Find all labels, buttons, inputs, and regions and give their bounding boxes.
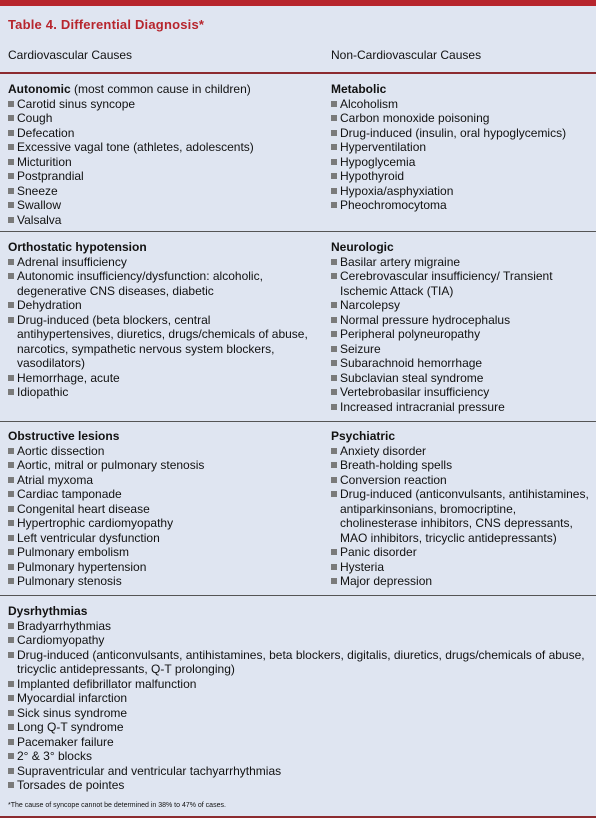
square-bullet-icon [331,549,337,555]
section-title: Obstructive lesions [8,429,120,443]
list-item-text: Idiopathic [17,385,69,399]
list-item [8,111,308,126]
square-bullet-icon [8,652,14,658]
square-bullet-icon [331,101,337,107]
list-item [331,126,591,141]
square-bullet-icon [8,506,14,512]
list-item [331,574,591,589]
square-bullet-icon [331,404,337,410]
section-title: Metabolic [331,82,387,96]
square-bullet-icon [8,317,14,323]
list-item [8,458,308,473]
list-item-text: Hypertrophic cardiomyopathy [17,516,174,530]
square-bullet-icon [331,375,337,381]
square-bullet-icon [8,375,14,381]
list-item-text: Dehydration [17,298,82,312]
section-title: Dysrhythmias [8,604,88,618]
list-item [331,155,591,170]
square-bullet-icon [331,115,337,121]
list-item-text: Aortic dissection [17,443,105,458]
list-item [8,720,588,735]
square-bullet-icon [8,549,14,555]
list-item [8,502,308,517]
square-bullet-icon [8,115,14,121]
list-item [8,516,308,531]
list-item [8,385,308,400]
list-item [331,487,591,545]
list-item [331,385,591,400]
list-item-text: Swallow [17,198,62,212]
list-item-text: Torsades de pointes [17,778,125,792]
item-list [8,255,308,400]
list-item-text: Hemorrhage, acute [17,370,120,385]
square-bullet-icon [331,188,337,194]
list-item [331,298,591,313]
square-bullet-icon [8,491,14,497]
list-item [331,356,591,371]
list-item-text: Cough [17,111,53,125]
square-bullet-icon [8,448,14,454]
list-item-text: Pulmonary stenosis [17,574,122,588]
square-bullet-icon [8,768,14,774]
square-bullet-icon [331,159,337,165]
column-header-cardiovascular: Cardiovascular Causes [8,48,133,62]
list-item [8,677,588,692]
row-divider [0,595,596,596]
square-bullet-icon [8,477,14,483]
square-bullet-icon [8,782,14,788]
list-item-text: Hysteria [340,559,385,574]
list-item [8,269,308,298]
list-item-text: Hypothyroid [340,169,405,183]
list-item-text: Carotid sinus syncope [17,96,136,111]
square-bullet-icon [331,317,337,323]
square-bullet-icon [331,564,337,570]
list-item [8,198,308,213]
list-item-text: Alcoholism [340,96,399,111]
list-item-text: Micturition [17,154,72,169]
square-bullet-icon [331,144,337,150]
list-item-text: Sick sinus syndrome [17,705,128,720]
list-item-text: Cardiomyopathy [17,633,105,647]
list-item-text: Aortic, mitral or pulmonary stenosis [17,458,205,472]
list-item-text: Peripheral polyneuropathy [340,327,481,341]
list-item-text: Increased intracranial pressure [340,399,505,414]
square-bullet-icon [8,724,14,730]
list-item [8,313,308,371]
square-bullet-icon [331,389,337,395]
square-bullet-icon [8,159,14,165]
list-item-text: Adrenal insufficiency [17,254,127,269]
list-item-text: Drug-induced (anticonvulsants, antihistamines, antiparkinsonians, bromocriptine, cholinesterase inhibitors, CNS depressants, MAO inhibitors, tricyclic antidepressants) [340,487,589,545]
list-item-text: Pheochromocytoma [340,198,447,212]
square-bullet-icon [331,331,337,337]
list-item [331,111,591,126]
list-item-text: 2° & 3° blocks [17,749,92,763]
list-item-text: Cerebrovascular insufficiency/ Transient Ischemic Attack (TIA) [340,269,553,298]
list-item [8,140,308,155]
list-item [331,342,591,357]
list-item [8,473,308,488]
square-bullet-icon [8,273,14,279]
list-item-text: Congenital heart disease [17,501,150,516]
square-bullet-icon [8,202,14,208]
list-item-text: Vertebrobasilar insufficiency [340,385,490,399]
list-item-text: Narcolepsy [340,298,401,312]
list-item-text: Postprandial [17,169,84,183]
list-item-text: Conversion reaction [340,472,447,487]
list-item [331,560,591,575]
list-item-text: Subarachnoid hemorrhage [340,356,483,370]
list-item-text: Cardiac tamponade [17,487,122,501]
square-bullet-icon [8,739,14,745]
square-bullet-icon [331,273,337,279]
list-item [331,198,591,213]
square-bullet-icon [8,695,14,701]
list-item [8,706,588,721]
square-bullet-icon [8,259,14,265]
list-item [8,184,308,199]
list-item-text: Breath-holding spells [340,458,453,472]
list-item-text: Defecation [17,125,75,140]
square-bullet-icon [8,535,14,541]
list-item [8,735,588,750]
square-bullet-icon [331,491,337,497]
list-item [8,560,308,575]
square-bullet-icon [8,389,14,395]
list-item-text: Pulmonary embolism [17,545,130,559]
row-divider [0,421,596,422]
list-item-text: Implanted defibrillator malfunction [17,676,197,691]
section-title: Orthostatic hypotension [8,240,147,254]
list-item [8,155,308,170]
section-metabolic [331,82,591,213]
section-orthostatic-hypotension [8,240,308,400]
list-item [331,140,591,155]
list-item-text: Left ventricular dysfunction [17,530,160,545]
list-item [8,648,588,677]
section-neurologic [331,240,591,414]
footnote: *The cause of syncope cannot be determined in 38% to 47% of cases. [8,802,226,809]
list-item [8,545,308,560]
list-item-text: Hyperventilation [340,140,427,154]
row-divider [0,231,596,232]
list-item [8,778,588,793]
list-item-text: Carbon monoxide poisoning [340,111,490,125]
list-item [8,97,308,112]
list-item-text: Long Q-T syndrome [17,720,124,734]
list-item [331,97,591,112]
square-bullet-icon [8,578,14,584]
list-item [331,545,591,560]
square-bullet-icon [8,520,14,526]
square-bullet-icon [8,637,14,643]
list-item-text: Normal pressure hydrocephalus [340,312,511,327]
header-divider [0,72,596,74]
list-item-text: Drug-induced (insulin, oral hypoglycemics) [340,125,567,140]
list-item [8,169,308,184]
square-bullet-icon [331,477,337,483]
table-title: Table 4. Differential Diagnosis* [8,17,205,32]
square-bullet-icon [331,448,337,454]
list-item [331,255,591,270]
list-item [331,400,591,415]
square-bullet-icon [8,144,14,150]
item-list [331,444,591,589]
square-bullet-icon [8,681,14,687]
list-item-text: Pacemaker failure [17,734,114,749]
list-item [8,749,588,764]
list-item-text: Pulmonary hypertension [17,559,147,574]
list-item [331,169,591,184]
list-item-text: Bradyarrhythmias [17,618,112,633]
list-item [331,327,591,342]
list-item-text: Drug-induced (beta blockers, central antihypertensives, diuretics, drugs/chemicals of abuse, narcotics, sympathetic nervous system blockers, vasodilators) [17,312,308,370]
list-item [8,619,588,634]
list-item [8,126,308,141]
list-item [8,298,308,313]
list-item [331,458,591,473]
square-bullet-icon [8,173,14,179]
top-accent-bar [0,0,596,6]
list-item-text: Drug-induced (anticonvulsants, antihistamines, beta blockers, digitalis, diuretics, drugs/chemicals of abuse, tricyclic antidepressants, Q-T prolonging) [17,647,585,676]
section-psychiatric [331,429,591,589]
list-item-text: Atrial myxoma [17,472,94,487]
list-item-text: Excessive vagal tone (athletes, adolescents) [17,140,254,154]
list-item [8,371,308,386]
square-bullet-icon [8,564,14,570]
list-item-text: Anxiety disorder [340,443,427,458]
square-bullet-icon [8,188,14,194]
list-item [8,487,308,502]
square-bullet-icon [331,578,337,584]
list-item [331,313,591,328]
square-bullet-icon [331,346,337,352]
list-item [8,213,308,228]
list-item [8,255,308,270]
item-list [8,619,588,793]
square-bullet-icon [331,302,337,308]
list-item-text: Seizure [340,341,381,356]
list-item-text: Supraventricular and ventricular tachyarrhythmias [17,763,282,778]
list-item [8,633,588,648]
square-bullet-icon [331,130,337,136]
list-item [331,473,591,488]
section-title: Psychiatric [331,429,396,443]
square-bullet-icon [331,462,337,468]
list-item-text: Subclavian steal syndrome [340,370,484,385]
section-dysrhythmias [8,604,588,793]
list-item-text: Panic disorder [340,545,417,559]
list-item [331,269,591,298]
section-title: Autonomic (most common cause in children) [8,82,251,96]
square-bullet-icon [8,302,14,308]
section-autonomic [8,82,308,227]
list-item [331,371,591,386]
list-item-text: Sneeze [17,183,58,198]
list-item [8,574,308,589]
list-item-text: Hypoglycemia [340,154,416,169]
square-bullet-icon [8,130,14,136]
section-obstructive-lesions [8,429,308,589]
list-item-text: Basilar artery migraine [340,254,461,269]
square-bullet-icon [331,173,337,179]
square-bullet-icon [8,753,14,759]
list-item [331,184,591,199]
square-bullet-icon [331,259,337,265]
square-bullet-icon [331,202,337,208]
column-header-non-cardiovascular: Non-Cardiovascular Causes [331,48,482,62]
square-bullet-icon [8,217,14,223]
item-list [8,444,308,589]
list-item-text: Hypoxia/asphyxiation [340,183,454,198]
list-item [8,444,308,459]
list-item [8,691,588,706]
square-bullet-icon [331,360,337,366]
list-item [8,531,308,546]
item-list [331,255,591,415]
item-list [8,97,308,228]
section-title: Neurologic [331,240,394,254]
list-item-text: Myocardial infarction [17,691,128,705]
list-item-text: Valsalva [17,212,62,227]
list-item-text: Autonomic insufficiency/dysfunction: alcoholic, degenerative CNS diseases, diabetic [17,269,263,298]
list-item [8,764,588,779]
square-bullet-icon [8,101,14,107]
square-bullet-icon [8,623,14,629]
square-bullet-icon [8,462,14,468]
list-item [331,444,591,459]
item-list [331,97,591,213]
list-item-text: Major depression [340,574,433,588]
square-bullet-icon [8,710,14,716]
